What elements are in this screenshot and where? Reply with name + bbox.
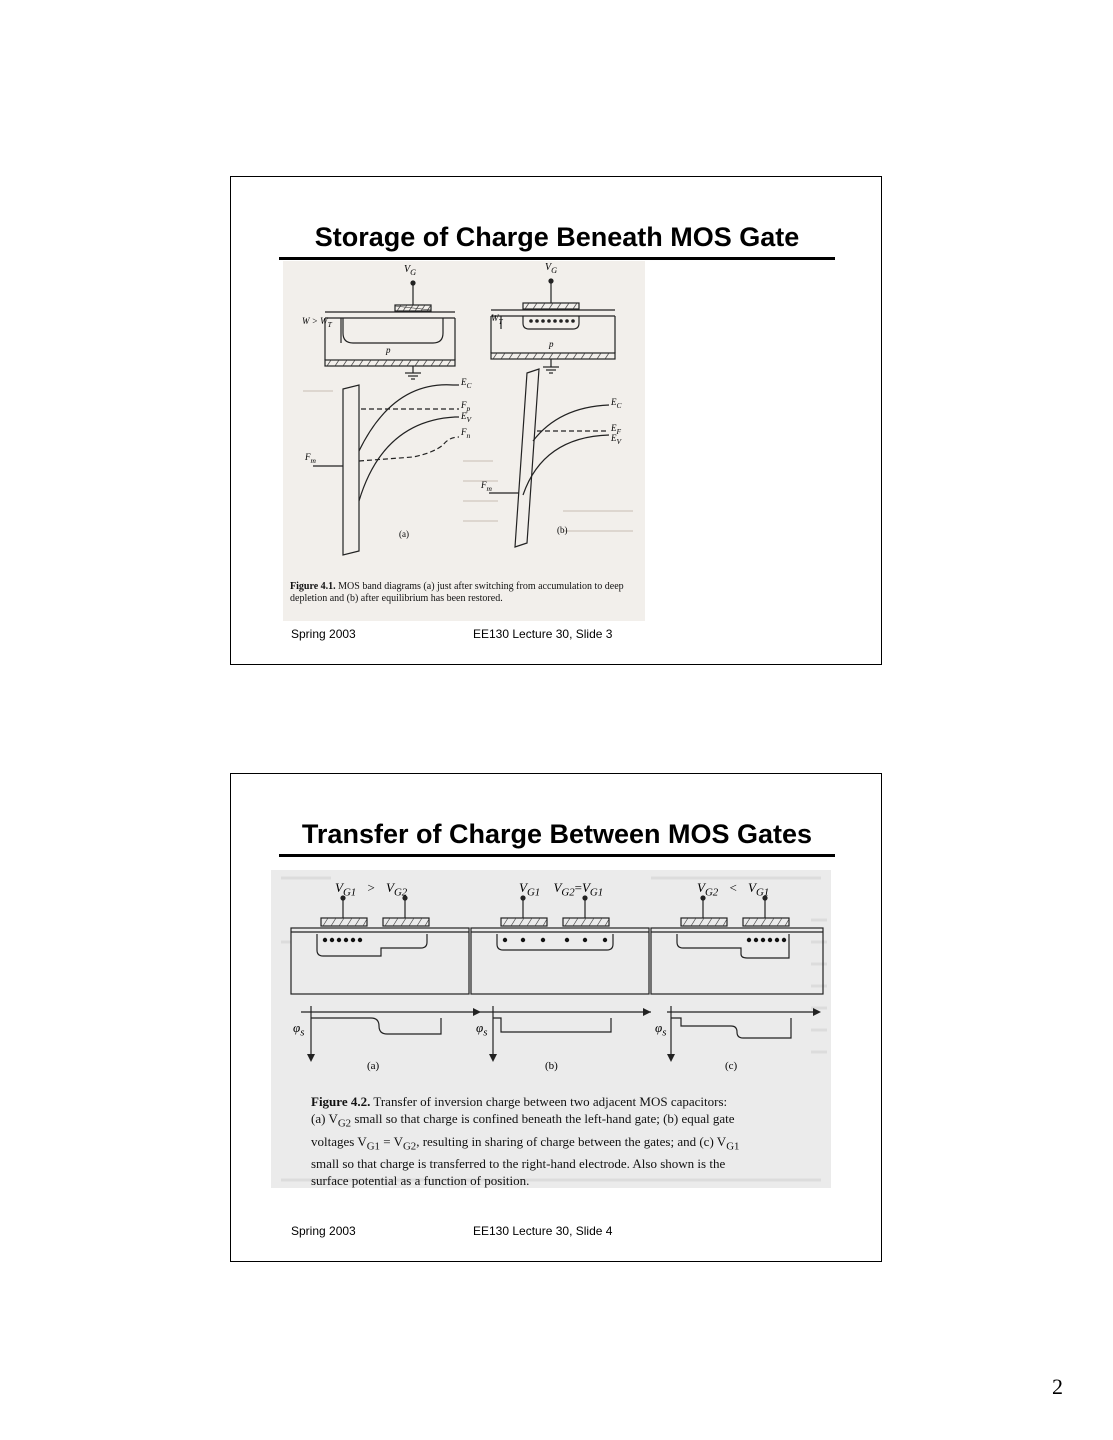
caption-line-2: (a) $V_{G2}$ small so that charge is confined beneath the left-hand gate; (b) equal gate <box>311 1111 735 1130</box>
panel-b-voltage-label: $V_{G1}$ $V_{G2}=V_{G1}$ <box>519 880 604 899</box>
figure-4-2 <box>271 870 831 1188</box>
gate-terminal-b <box>549 279 553 283</box>
caption-label: Figure 4.2. <box>311 1094 371 1109</box>
gate-1c <box>681 918 727 926</box>
figure-4-1 <box>283 261 645 621</box>
gate-1a <box>321 918 367 926</box>
footer-date: Spring 2003 <box>291 1224 356 1238</box>
caption-line-1: Figure 4.2. Transfer of inversion charge between two adjacent MOS capacitors: <box>311 1094 728 1109</box>
depletion-region-a <box>343 318 443 343</box>
slide-3 <box>230 176 882 665</box>
phi-label-c: $\varphi_s$ <box>655 1020 667 1039</box>
footer-date: Spring 2003 <box>291 627 356 641</box>
ev-label-a: $E_V$ <box>461 411 472 424</box>
gate-1b <box>501 918 547 926</box>
panel-b-label: (b) <box>557 525 568 535</box>
fp-label-a: $F_p$ <box>461 400 471 413</box>
gate-2b <box>563 918 609 926</box>
title-underline <box>279 854 835 857</box>
slide-title: Transfer of Charge Between MOS Gates <box>301 819 813 849</box>
phi-label-b: $\varphi_s$ <box>476 1020 488 1039</box>
band-diagram-b <box>489 369 609 547</box>
wt-label: $W_T$ <box>491 313 503 326</box>
vg-label-a: $V_G$ <box>404 264 417 277</box>
ec-label-a: $E_C$ <box>461 377 472 390</box>
caption-label: Figure 4.1. <box>290 581 336 592</box>
substrate-a <box>325 360 455 366</box>
ef-label-b: $E_F$ <box>611 423 622 436</box>
panel-c-voltage-label: $V_{G2} < V_{G1}$ <box>697 880 770 899</box>
panel-b-label: (b) <box>545 1060 558 1072</box>
caption-line-4: small so that charge is transferred to the right-hand electrode. Also shown is the <box>311 1156 726 1172</box>
band-diagram-figure <box>283 261 645 621</box>
band-diagram-a <box>313 385 459 555</box>
gate-terminal-a <box>411 281 415 285</box>
substrate-a <box>291 928 469 994</box>
panel-a-voltage-label: $V_{G1} > V_{G2}$ <box>335 880 408 899</box>
fn-label-a: $F_n$ <box>461 427 471 440</box>
gate-2c <box>743 918 789 926</box>
title-underline <box>279 257 835 260</box>
panel-c-label: (c) <box>725 1060 738 1072</box>
page-number: 2 <box>1052 1374 1063 1399</box>
figure-caption <box>290 581 640 605</box>
footer-slide-id: EE130 Lecture 30, Slide 4 <box>473 1224 613 1238</box>
p-label-b: p <box>549 339 554 349</box>
ec-label-b: $E_C$ <box>611 397 622 410</box>
phi-label-a: $\varphi_s$ <box>293 1020 305 1039</box>
fm-label-b: $F_m$ <box>481 480 492 493</box>
figure-caption <box>311 1093 811 1188</box>
panel-a-label: (a) <box>367 1060 380 1072</box>
caption-line-5: surface potential as a function of position. <box>311 1173 530 1188</box>
gate-2a <box>383 918 429 926</box>
p-label-a: p <box>386 345 391 355</box>
substrate-b <box>471 928 649 994</box>
footer-slide-id: EE130 Lecture 30, Slide 3 <box>473 627 613 641</box>
caption-line-3: voltages $V_{G1} = V_{G2}$, resulting in sharing of charge between the gates; and (c) $V_{G1}$ <box>311 1133 740 1153</box>
ev-label-b: $E_V$ <box>611 433 622 446</box>
slide-4 <box>230 773 882 1262</box>
caption-text: MOS band diagrams (a) just after switching from accumulation to deep depletion and (b) after equilibrium has been restored. <box>290 581 624 604</box>
panel-a-label: (a) <box>399 529 409 539</box>
w-gt-label: $W > W_T$ <box>302 316 332 329</box>
vg-label-b: $V_G$ <box>545 262 558 275</box>
fm-label-a: $F_m$ <box>305 452 316 465</box>
slide-title: Storage of Charge Beneath MOS Gate <box>314 222 800 252</box>
